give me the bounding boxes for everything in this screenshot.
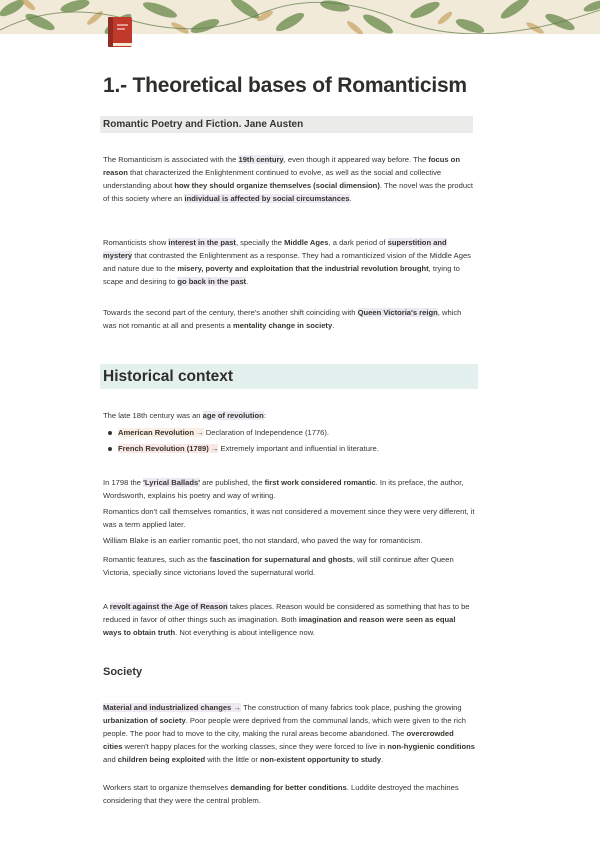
cover-banner <box>0 0 600 34</box>
page-title: 1.- Theoretical bases of Romanticism <box>103 74 467 97</box>
paragraph-supernatural: Romantic features, such as the fascination for supernatural and ghosts, will still continue after Queen Victoria, specially since victorians loved the supernatural world. <box>103 555 454 577</box>
list-item: American Revolution → Declaration of Independence (1776). <box>103 426 475 442</box>
bullet-icon <box>108 431 112 435</box>
paragraph-queen-victoria: Towards the second part of the century, there's another shift coinciding with Queen Victoria's reign, which was not romantic at all and presents a mentality change in society. <box>103 308 462 330</box>
paragraph-revolt-reason: A revolt against the Age of Reason takes places. Reason would be considered as something that has to be reduced in favor of other things such as imagination. Both imagination and reason were seen as equal ways to obtain truth. Not everything is about intelligence now. <box>103 602 470 637</box>
paragraph-william-blake: William Blake is an earlier romantic poet, tho not standard, who paved the way for romanticism. <box>103 536 423 545</box>
paragraph-workers-organize: Workers start to organize themselves demanding for better conditions. Luddite destroyed the machines considering that they were the central problem. <box>103 783 459 805</box>
paragraph-lyrical-ballads: In 1798 the 'Lyrical Ballads' are published, the first work considered romantic. In its preface, the author, Wordsworth, explains his poetry and way of writing. <box>103 478 464 500</box>
bullet-icon <box>108 447 112 451</box>
paragraph-industrialized-changes: Material and industrialized changes → The construction of many fabrics took place, pushing the growing urbanization of society. Poor people were deprived from the communal lands, which were given to the rich people. The poor had to move to the city, making the rural areas become abandoned. The overcrowded cities weren't happy places for the working classes, since they were forced to live in non-hygienic conditions and children being exploited with the little or non-existent opportunity to study. <box>103 703 476 764</box>
paragraph-romanticism-intro: The Romanticism is associated with the 19th century, even though it appeared way before. The focus on reason that characterized the Enlightenment continued to evolve, as well as the social and collective understanding about how they should organize themselves (social dimension). The novel was the product of this society where an individual is affected by social circumstances. <box>103 155 474 203</box>
revolution-list <box>103 426 475 458</box>
subtitle-heading: Romantic Poetry and Fiction. Jane Austen <box>100 116 473 133</box>
paragraph-romantics-term: Romantics don't call themselves romantics, it was not considered a movement since they were very different, it was a term applied later. <box>103 507 475 529</box>
leaf-pattern-illustration <box>0 0 600 34</box>
list-item: French Revolution (1789) → Extremely important and influential in literature. <box>103 442 475 458</box>
paragraph-interest-past: Romanticists show interest in the past, specially the Middle Ages, a dark period of superstition and mystery that contrasted the Enlightenment as a response. They had a romanticized vision of the Middle Ages and nature due to the misery, poverty and exploitation that the industrial revolution brought, trying to scape and desiring to go back in the past. <box>103 238 471 286</box>
society-heading: Society <box>103 666 143 678</box>
historical-context-heading: Historical context <box>100 364 478 389</box>
red-book-icon <box>103 14 137 50</box>
paragraph-age-of-revolution: The late 18th century was an age of revolution: <box>103 411 266 420</box>
